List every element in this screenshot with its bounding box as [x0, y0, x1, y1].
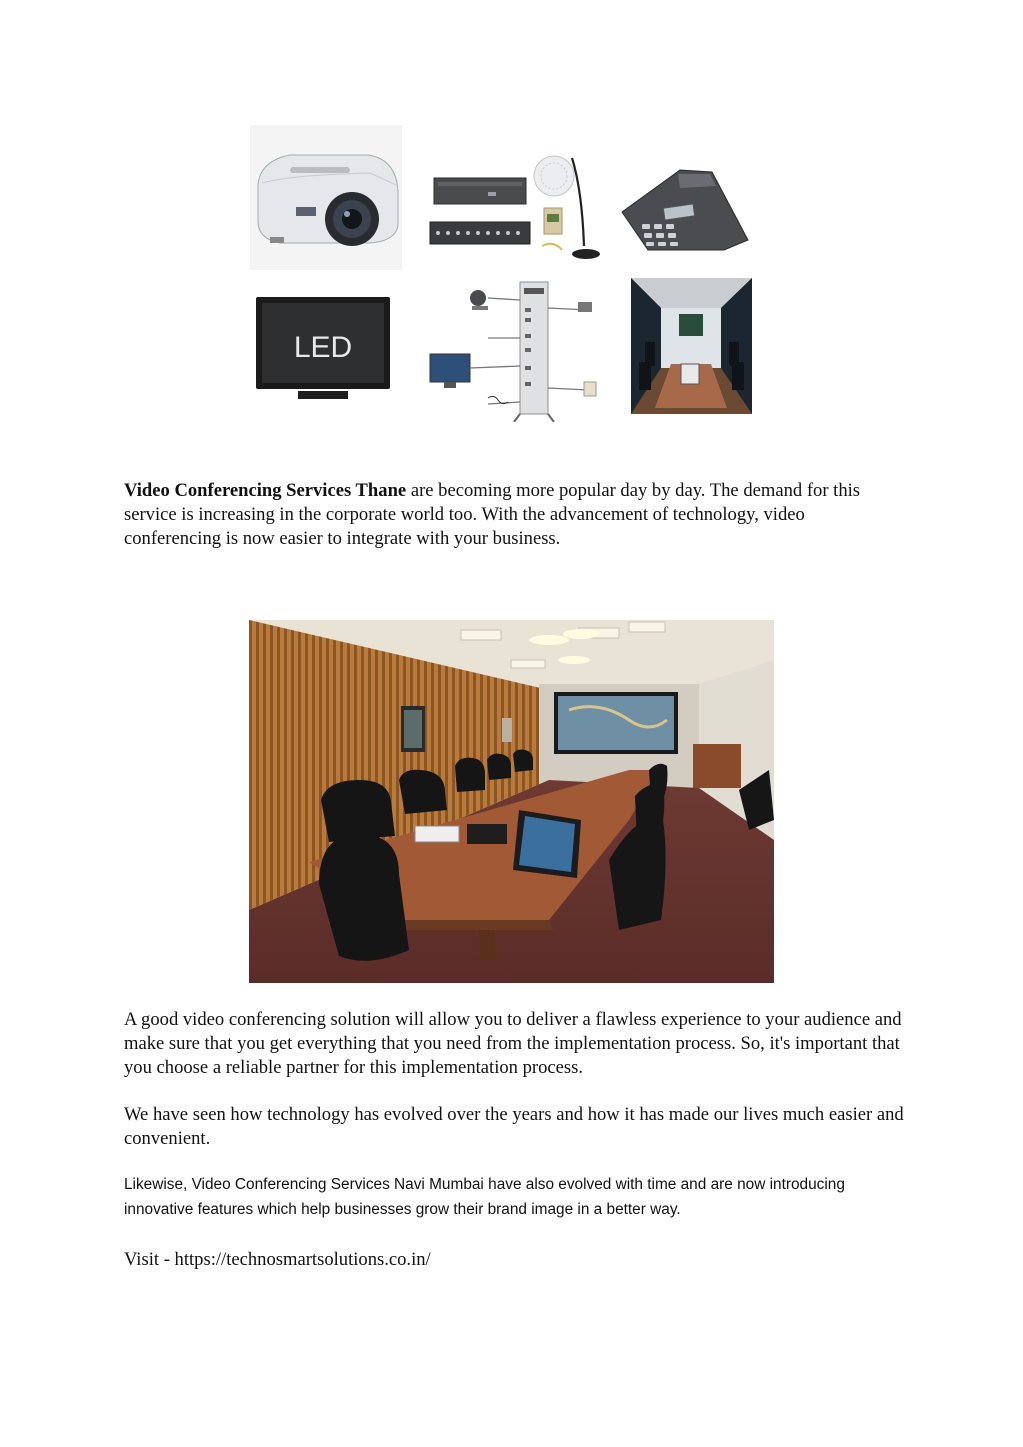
amplifier-image — [428, 170, 532, 256]
visit-prefix: Visit - — [124, 1249, 175, 1270]
led-tv-image — [254, 295, 392, 405]
intro-text: are becoming more popular day by day. The demand for this service is increasing in the corporate world too. With the advancement of technology, video conferencing is now easier to integrate with your business. — [124, 480, 861, 549]
codec-wiring-diagram-icon — [428, 278, 600, 422]
conference-room-photo-icon — [249, 620, 774, 983]
conference-room-photo — [249, 620, 774, 983]
intro-bold-lead: Video Conferencing Services Thane — [124, 480, 407, 501]
speaker-mic-image — [532, 150, 602, 262]
conference-phone-icon — [620, 166, 750, 256]
projector-icon — [250, 125, 402, 270]
led-tv-icon — [254, 295, 392, 405]
amplifier-icon — [428, 170, 532, 256]
boardroom-icon — [631, 278, 752, 414]
projector-image — [250, 125, 402, 270]
visit-link[interactable]: https://technosmartsolutions.co.in/ — [174, 1249, 431, 1270]
paragraph-navi-mumbai: Likewise, Video Conferencing Services Navi Mumbai have also evolved with time and are now introducing innovative features which help businesses grow their brand image in a better way. — [124, 1176, 845, 1218]
led-tv-label: LED — [293, 331, 353, 364]
codec-wiring-image — [428, 278, 600, 422]
paragraph-solution: A good video conferencing solution will allow you to deliver a flawless experience to your audience and make sure that you get everything that you need from the implementation process. So, it's important that you choose a reliable partner for this implementation process. — [124, 1009, 902, 1078]
intro-paragraph — [124, 479, 904, 551]
boardroom-image — [631, 278, 752, 414]
visit-line — [124, 1248, 904, 1272]
paragraph-technology: We have seen how technology has evolved over the years and how it has made our lives much easier and convenient. — [124, 1104, 904, 1149]
conference-phone-image — [620, 166, 750, 256]
speaker-icon — [532, 150, 602, 262]
